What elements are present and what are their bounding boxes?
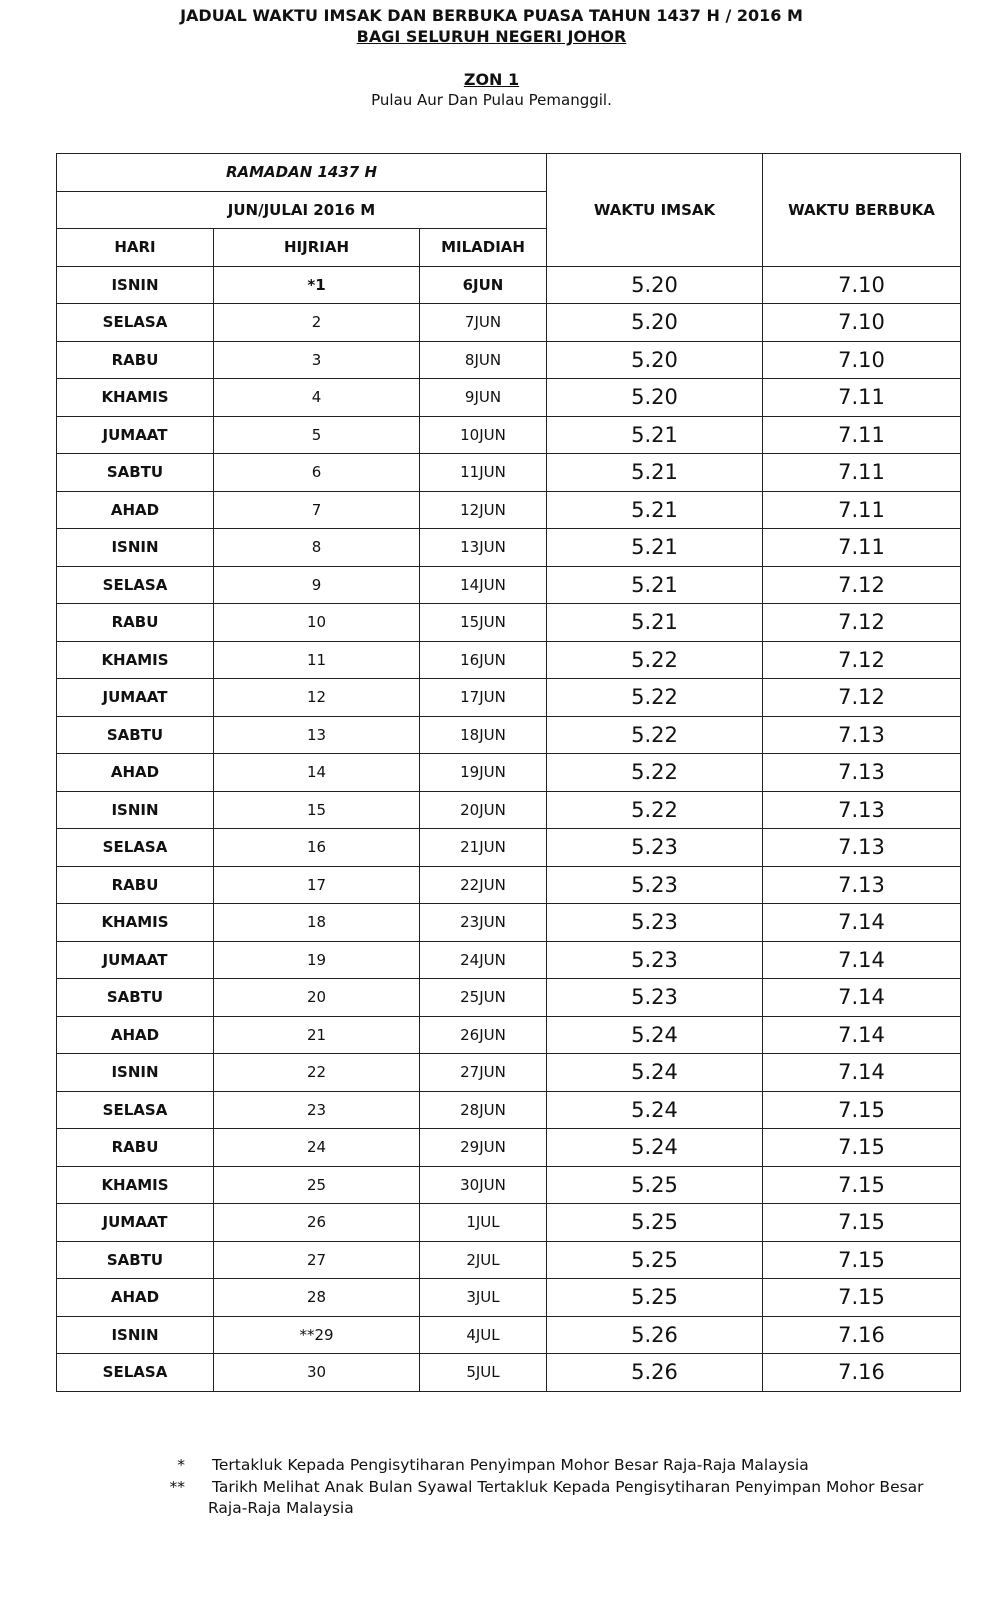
hijriah-cell: 9	[214, 566, 420, 604]
day-cell: AHAD	[57, 491, 214, 529]
day-cell: SABTU	[57, 716, 214, 754]
miladiah-cell: 11JUN	[420, 454, 547, 492]
berbuka-cell: 7.15	[763, 1204, 961, 1242]
miladiah-cell: 28JUN	[420, 1091, 547, 1129]
miladiah-cell: 29JUN	[420, 1129, 547, 1167]
day-cell: SELASA	[57, 566, 214, 604]
hijriah-cell: 7	[214, 491, 420, 529]
miladiah-cell: 22JUN	[420, 866, 547, 904]
berbuka-cell: 7.13	[763, 791, 961, 829]
table-row	[57, 491, 961, 529]
hijriah-cell: 17	[214, 866, 420, 904]
imsak-cell: 5.21	[547, 604, 763, 642]
hijriah-cell: 24	[214, 1129, 420, 1167]
hijriah-cell: 30	[214, 1354, 420, 1392]
hijriah-cell: 3	[214, 341, 420, 379]
table-row	[57, 454, 961, 492]
day-cell: SELASA	[57, 829, 214, 867]
imsak-cell: 5.25	[547, 1166, 763, 1204]
schedule-table	[56, 153, 961, 1392]
imsak-cell: 5.23	[547, 941, 763, 979]
hijriah-cell: 16	[214, 829, 420, 867]
table-row	[57, 1204, 961, 1242]
miladiah-cell: 1JUL	[420, 1204, 547, 1242]
imsak-cell: 5.22	[547, 679, 763, 717]
miladiah-cell: 14JUN	[420, 566, 547, 604]
table-row	[57, 1166, 961, 1204]
day-cell: AHAD	[57, 1016, 214, 1054]
berbuka-cell: 7.13	[763, 866, 961, 904]
day-cell: KHAMIS	[57, 641, 214, 679]
hijriah-cell: 22	[214, 1054, 420, 1092]
berbuka-cell: 7.10	[763, 304, 961, 342]
table-row	[57, 791, 961, 829]
day-cell: AHAD	[57, 754, 214, 792]
hijriah-cell: 8	[214, 529, 420, 567]
imsak-cell: 5.21	[547, 491, 763, 529]
day-cell: RABU	[57, 604, 214, 642]
hijriah-cell: 23	[214, 1091, 420, 1129]
months-header: JUN/JULAI 2016 M	[57, 191, 547, 229]
imsak-cell: 5.24	[547, 1054, 763, 1092]
footnote-text-continued: Raja-Raja Malaysia	[208, 1499, 354, 1517]
day-cell: SABTU	[57, 979, 214, 1017]
hijriah-cell: 28	[214, 1279, 420, 1317]
imsak-cell: 5.24	[547, 1129, 763, 1167]
table-row	[57, 866, 961, 904]
berbuka-cell: 7.11	[763, 491, 961, 529]
footnote-text: Tertakluk Kepada Pengisytiharan Penyimpan Mohor Besar Raja-Raja Malaysia	[212, 1456, 809, 1474]
day-cell: ISNIN	[57, 1316, 214, 1354]
day-cell: KHAMIS	[57, 904, 214, 942]
hijriah-cell: 11	[214, 641, 420, 679]
berbuka-cell: 7.11	[763, 416, 961, 454]
miladiah-header: MILADIAH	[420, 229, 547, 267]
table-row	[57, 641, 961, 679]
imsak-cell: 5.21	[547, 416, 763, 454]
hijriah-cell: 20	[214, 979, 420, 1017]
berbuka-cell: 7.13	[763, 829, 961, 867]
imsak-cell: 5.22	[547, 791, 763, 829]
imsak-cell: 5.22	[547, 641, 763, 679]
imsak-cell: 5.21	[547, 454, 763, 492]
table-row	[57, 1241, 961, 1279]
imsak-cell: 5.20	[547, 341, 763, 379]
imsak-cell: 5.21	[547, 566, 763, 604]
table-row	[57, 1129, 961, 1167]
day-cell: ISNIN	[57, 266, 214, 304]
hijriah-cell: *1	[214, 266, 420, 304]
table-row	[57, 904, 961, 942]
hijriah-cell: 5	[214, 416, 420, 454]
day-cell: SELASA	[57, 304, 214, 342]
miladiah-cell: 19JUN	[420, 754, 547, 792]
imsak-cell: 5.21	[547, 529, 763, 567]
day-cell: SABTU	[57, 1241, 214, 1279]
table-row	[57, 1354, 961, 1392]
imsak-cell: 5.26	[547, 1316, 763, 1354]
berbuka-cell: 7.13	[763, 754, 961, 792]
document-title: JADUAL WAKTU IMSAK DAN BERBUKA PUASA TAHUN 1437 H / 2016 M	[180, 6, 803, 25]
document-subtitle: BAGI SELURUH NEGERI JOHOR	[356, 27, 627, 46]
berbuka-cell: 7.14	[763, 941, 961, 979]
table-row	[57, 266, 961, 304]
table-row	[57, 716, 961, 754]
berbuka-cell: 7.15	[763, 1241, 961, 1279]
table-row	[57, 566, 961, 604]
table-row	[57, 529, 961, 567]
hijriah-header: HIJRIAH	[214, 229, 420, 267]
berbuka-cell: 7.14	[763, 904, 961, 942]
imsak-cell: 5.20	[547, 304, 763, 342]
imsak-cell: 5.24	[547, 1091, 763, 1129]
berbuka-cell: 7.11	[763, 454, 961, 492]
table-row	[57, 341, 961, 379]
footnote-mark: *	[177, 1456, 185, 1474]
hijriah-cell: 2	[214, 304, 420, 342]
hijriah-cell: 10	[214, 604, 420, 642]
hijriah-cell: 12	[214, 679, 420, 717]
day-cell: JUMAAT	[57, 941, 214, 979]
miladiah-cell: 25JUN	[420, 979, 547, 1017]
day-cell: AHAD	[57, 1279, 214, 1317]
berbuka-cell: 7.14	[763, 1054, 961, 1092]
day-cell: JUMAAT	[57, 679, 214, 717]
miladiah-cell: 10JUN	[420, 416, 547, 454]
berbuka-cell: 7.11	[763, 379, 961, 417]
hijriah-cell: 13	[214, 716, 420, 754]
day-cell: JUMAAT	[57, 416, 214, 454]
footnote-text: Tarikh Melihat Anak Bulan Syawal Tertakluk Kepada Pengisytiharan Penyimpan Mohor Besar	[212, 1478, 924, 1496]
table-row	[57, 416, 961, 454]
miladiah-cell: 16JUN	[420, 641, 547, 679]
table-row	[57, 1279, 961, 1317]
miladiah-cell: 12JUN	[420, 491, 547, 529]
hijriah-cell: 21	[214, 1016, 420, 1054]
day-cell: SABTU	[57, 454, 214, 492]
berbuka-cell: 7.11	[763, 529, 961, 567]
berbuka-cell: 7.15	[763, 1279, 961, 1317]
berbuka-cell: 7.15	[763, 1091, 961, 1129]
miladiah-cell: 27JUN	[420, 1054, 547, 1092]
miladiah-cell: 20JUN	[420, 791, 547, 829]
imsak-cell: 5.23	[547, 829, 763, 867]
miladiah-cell: 7JUN	[420, 304, 547, 342]
miladiah-cell: 13JUN	[420, 529, 547, 567]
day-cell: KHAMIS	[57, 1166, 214, 1204]
hijriah-cell: **29	[214, 1316, 420, 1354]
berbuka-cell: 7.15	[763, 1166, 961, 1204]
miladiah-cell: 9JUN	[420, 379, 547, 417]
day-cell: ISNIN	[57, 1054, 214, 1092]
berbuka-cell: 7.12	[763, 641, 961, 679]
day-cell: SELASA	[57, 1354, 214, 1392]
imsak-cell: 5.20	[547, 379, 763, 417]
table-row	[57, 941, 961, 979]
hijriah-cell: 14	[214, 754, 420, 792]
day-cell: ISNIN	[57, 529, 214, 567]
berbuka-cell: 7.13	[763, 716, 961, 754]
imsak-cell: 5.25	[547, 1241, 763, 1279]
ramadan-header: RAMADAN 1437 H	[57, 154, 547, 192]
imsak-cell: 5.26	[547, 1354, 763, 1392]
table-row	[57, 979, 961, 1017]
schedule-body	[57, 266, 961, 1391]
hijriah-cell: 6	[214, 454, 420, 492]
berbuka-cell: 7.14	[763, 1016, 961, 1054]
zone-area: Pulau Aur Dan Pulau Pemanggil.	[371, 91, 612, 109]
day-cell: JUMAAT	[57, 1204, 214, 1242]
table-row	[57, 1054, 961, 1092]
berbuka-cell: 7.10	[763, 266, 961, 304]
imsak-cell: 5.23	[547, 866, 763, 904]
miladiah-cell: 17JUN	[420, 679, 547, 717]
berbuka-cell: 7.12	[763, 679, 961, 717]
miladiah-cell: 24JUN	[420, 941, 547, 979]
imsak-cell: 5.22	[547, 716, 763, 754]
miladiah-cell: 2JUL	[420, 1241, 547, 1279]
day-cell: SELASA	[57, 1091, 214, 1129]
day-cell: RABU	[57, 341, 214, 379]
miladiah-cell: 23JUN	[420, 904, 547, 942]
table-row	[57, 604, 961, 642]
miladiah-cell: 30JUN	[420, 1166, 547, 1204]
hijriah-cell: 4	[214, 379, 420, 417]
berbuka-header: WAKTU BERBUKA	[763, 154, 961, 267]
berbuka-cell: 7.14	[763, 979, 961, 1017]
day-cell: ISNIN	[57, 791, 214, 829]
table-row	[57, 1016, 961, 1054]
miladiah-cell: 3JUL	[420, 1279, 547, 1317]
hijriah-cell: 15	[214, 791, 420, 829]
table-row	[57, 379, 961, 417]
imsak-cell: 5.24	[547, 1016, 763, 1054]
berbuka-cell: 7.10	[763, 341, 961, 379]
berbuka-cell: 7.16	[763, 1354, 961, 1392]
imsak-cell: 5.23	[547, 904, 763, 942]
table-row	[57, 304, 961, 342]
table-row	[57, 1316, 961, 1354]
footnote-mark: **	[169, 1478, 185, 1496]
hijriah-cell: 26	[214, 1204, 420, 1242]
imsak-cell: 5.22	[547, 754, 763, 792]
miladiah-cell: 21JUN	[420, 829, 547, 867]
hari-header: HARI	[57, 229, 214, 267]
miladiah-cell: 4JUL	[420, 1316, 547, 1354]
miladiah-cell: 18JUN	[420, 716, 547, 754]
day-cell: RABU	[57, 1129, 214, 1167]
berbuka-cell: 7.12	[763, 604, 961, 642]
imsak-cell: 5.25	[547, 1279, 763, 1317]
hijriah-cell: 18	[214, 904, 420, 942]
miladiah-cell: 15JUN	[420, 604, 547, 642]
imsak-cell: 5.20	[547, 266, 763, 304]
table-row	[57, 679, 961, 717]
berbuka-cell: 7.16	[763, 1316, 961, 1354]
hijriah-cell: 25	[214, 1166, 420, 1204]
zone-label: ZON 1	[463, 70, 520, 89]
table-row	[57, 754, 961, 792]
miladiah-cell: 6JUN	[420, 266, 547, 304]
hijriah-cell: 27	[214, 1241, 420, 1279]
berbuka-cell: 7.15	[763, 1129, 961, 1167]
berbuka-cell: 7.12	[763, 566, 961, 604]
day-cell: RABU	[57, 866, 214, 904]
imsak-header: WAKTU IMSAK	[547, 154, 763, 267]
miladiah-cell: 8JUN	[420, 341, 547, 379]
imsak-cell: 5.25	[547, 1204, 763, 1242]
miladiah-cell: 26JUN	[420, 1016, 547, 1054]
imsak-cell: 5.23	[547, 979, 763, 1017]
hijriah-cell: 19	[214, 941, 420, 979]
table-row	[57, 1091, 961, 1129]
table-row	[57, 829, 961, 867]
day-cell: KHAMIS	[57, 379, 214, 417]
miladiah-cell: 5JUL	[420, 1354, 547, 1392]
